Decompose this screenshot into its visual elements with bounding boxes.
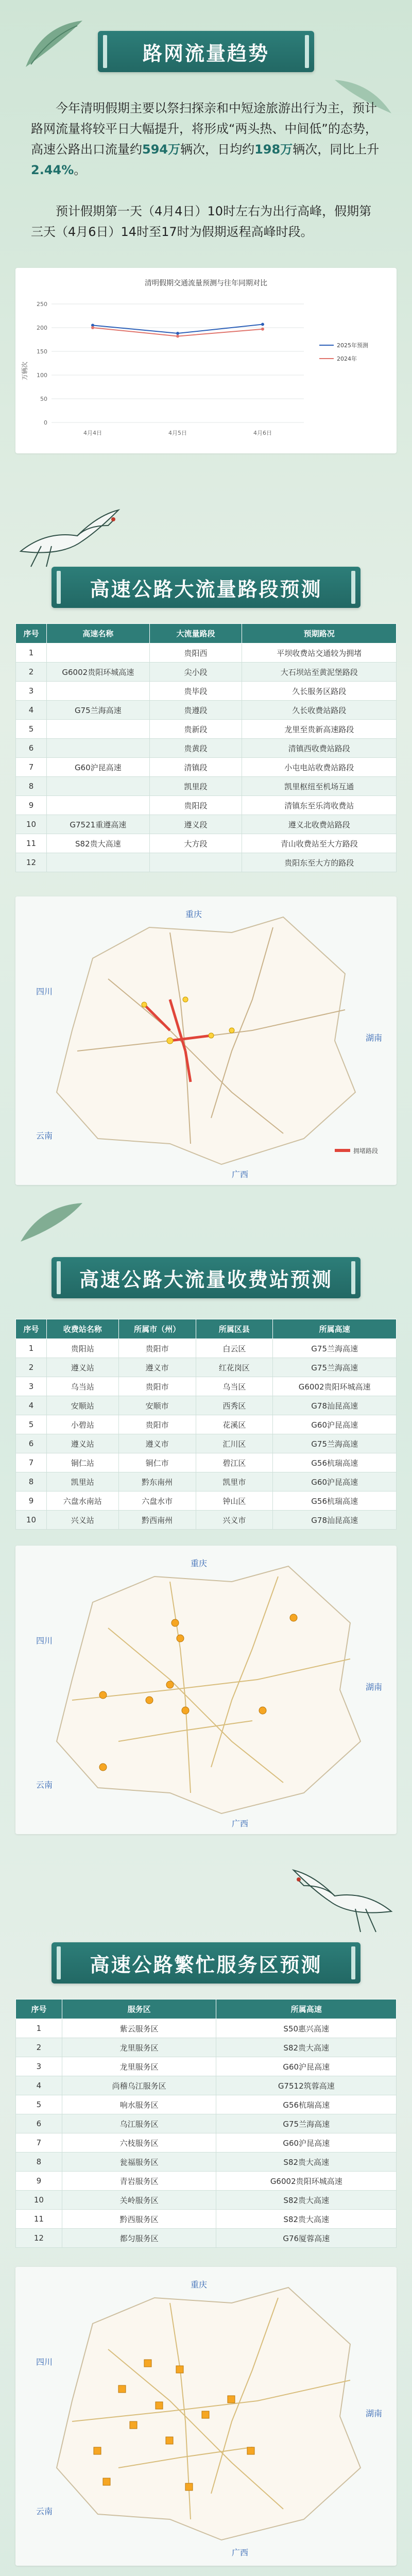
map-label-chongqing: 重庆	[191, 1558, 208, 1568]
table-cell	[46, 796, 149, 815]
table-cell: 贵阳市	[118, 1415, 196, 1434]
column-header: 所属市（州）	[118, 1319, 196, 1339]
table-cell: 8	[16, 2153, 62, 2172]
table-row	[16, 2172, 397, 2191]
table-cell: 紫云服务区	[62, 2019, 216, 2038]
table-cell: S82贵大高速	[216, 2038, 397, 2057]
table-cell: 清镇段	[149, 758, 242, 777]
section-title-text: 高速公路大流量路段预测	[90, 577, 322, 601]
chart-point	[176, 332, 179, 335]
table-cell	[46, 643, 149, 663]
table-cell	[46, 777, 149, 796]
table-cell: S82贵大高速	[216, 2210, 397, 2229]
table-cell: 黔西南州	[118, 1511, 196, 1530]
table-cell: 关岭服务区	[62, 2191, 216, 2210]
table-cell: G75兰海高速	[46, 701, 149, 720]
table-row	[16, 2133, 397, 2153]
section-title-traffic-trend	[98, 31, 314, 72]
table-cell	[46, 853, 149, 872]
table-row	[16, 720, 397, 739]
table-cell: G60沪昆高速	[273, 1415, 397, 1434]
paragraph-text: 。	[74, 163, 87, 177]
table-row	[16, 834, 397, 853]
table-cell: G6002贵阳环城高速	[273, 1377, 397, 1396]
paragraph-text: 辆次，日均约	[180, 142, 255, 157]
table-cell: 4	[16, 2076, 62, 2095]
table-cell: 贵黄段	[149, 739, 242, 758]
chart-x-tick-label: 4月6日	[253, 430, 272, 436]
table-row	[16, 2229, 397, 2248]
highlight-daily-flow: 198万	[254, 142, 293, 157]
table-cell: 响水服务区	[62, 2095, 216, 2114]
chart-x-tick-label: 4月5日	[168, 430, 187, 436]
table-cell: 5	[16, 1415, 47, 1434]
table-cell: 8	[16, 1472, 47, 1492]
table-cell: G6002贵阳环城高速	[46, 663, 149, 682]
table-cell: 龙里服务区	[62, 2038, 216, 2057]
table-cell: 安顺站	[46, 1396, 118, 1415]
chart-title: 清明假期交通流量预测与往年同期对比	[145, 279, 267, 287]
chart-y-tick-label: 100	[37, 372, 47, 379]
table-cell: 乌当区	[196, 1377, 273, 1396]
table-cell: 遵义市	[118, 1358, 196, 1377]
table-cell: 7	[16, 1453, 47, 1472]
table-cell: 7	[16, 758, 47, 777]
table-row	[16, 2076, 397, 2095]
table-cell: 小碧站	[46, 1415, 118, 1434]
table-cell: 平坝收费站交通较为拥堵	[242, 643, 397, 663]
table-cell: 贵毕段	[149, 682, 242, 701]
table-cell: S50惠兴高速	[216, 2019, 397, 2038]
table-cell: 铜仁站	[46, 1453, 118, 1472]
table-row	[16, 1358, 397, 1377]
table-cell: 兴义站	[46, 1511, 118, 1530]
table-cell: 遵义北收费站路段	[242, 815, 397, 834]
table-cell: G56杭瑞高速	[216, 2095, 397, 2114]
table-cell: 7	[16, 2133, 62, 2153]
column-header: 高速名称	[46, 624, 149, 643]
leaf-decoration-icon	[21, 15, 88, 72]
table-cell: 12	[16, 2229, 62, 2248]
table-cell: 4	[16, 1396, 47, 1415]
table-row	[16, 796, 397, 815]
map-label-guangxi: 广西	[232, 1819, 249, 1828]
column-header: 所属高速	[273, 1319, 397, 1339]
chart-y-tick-label: 250	[37, 301, 47, 308]
table-cell: 5	[16, 720, 47, 739]
map-label-sichuan: 四川	[36, 1636, 53, 1646]
leaf-decoration-icon	[15, 1200, 88, 1247]
table-cell: 贵阳东至大方的路段	[242, 853, 397, 872]
section-title-busy-toll-stations	[52, 1257, 360, 1298]
chart-legend-label: 2025年预测	[337, 342, 368, 349]
table-cell: 贵阳市	[118, 1377, 196, 1396]
table-cell: 贵阳段	[149, 796, 242, 815]
table-cell: 久长服务区路段	[242, 682, 397, 701]
column-header: 序号	[16, 1319, 47, 1339]
table-cell: 大石坝站至黄泥堡路段	[242, 663, 397, 682]
map-toll-stations	[15, 1546, 397, 1834]
guizhou-map	[15, 1546, 397, 1834]
table-row	[16, 2210, 397, 2229]
table-cell: 贵阳站	[46, 1339, 118, 1358]
trend-paragraph	[31, 98, 381, 180]
table-cell: 都匀服务区	[62, 2229, 216, 2248]
table-row	[16, 1339, 397, 1358]
table-cell: G6002贵阳环城高速	[216, 2172, 397, 2191]
table-cell: G78汕昆高速	[273, 1511, 397, 1530]
table-cell: 2	[16, 1358, 47, 1377]
table-cell: 龙里至贵新高速路段	[242, 720, 397, 739]
table-cell: 3	[16, 1377, 47, 1396]
table-cell: 6	[16, 1434, 47, 1453]
table-cell: G60沪昆高速	[46, 758, 149, 777]
table-header-row	[16, 1319, 397, 1339]
heavy-traffic-segments-table	[15, 623, 397, 872]
table-cell: 贵阳市	[118, 1339, 196, 1358]
table-cell: 1	[16, 1339, 47, 1358]
table-cell: 凯里段	[149, 777, 242, 796]
table-cell: 尖小段	[149, 663, 242, 682]
map-heavy-traffic	[15, 896, 397, 1185]
table-row	[16, 1396, 397, 1415]
table-row	[16, 663, 397, 682]
column-header: 所属区县	[196, 1319, 273, 1339]
table-cell: G78汕昆高速	[273, 1396, 397, 1415]
chart-point	[176, 335, 179, 338]
table-cell: 1	[16, 2019, 62, 2038]
table-cell	[46, 739, 149, 758]
map-label-hunan: 湖南	[366, 1033, 383, 1043]
table-cell: 清镇东至乐湾收费站	[242, 796, 397, 815]
table-cell: 遵义市	[118, 1434, 196, 1453]
line-chart	[15, 268, 397, 453]
section-title-text: 高速公路大流量收费站预测	[79, 1267, 333, 1291]
table-cell: 西秀区	[196, 1396, 273, 1415]
crane-decoration-icon	[10, 495, 124, 572]
chart-panel	[15, 268, 397, 453]
table-cell: 六盘水南站	[46, 1492, 118, 1511]
chart-y-tick-label: 50	[40, 396, 47, 402]
table-cell: 碧江区	[196, 1453, 273, 1472]
table-row	[16, 1415, 397, 1434]
table-cell	[149, 853, 242, 872]
highlight-growth: 2.44%	[31, 163, 74, 177]
column-header: 收费站名称	[46, 1319, 118, 1339]
table-cell: 铜仁市	[118, 1453, 196, 1472]
table-cell: 遵义段	[149, 815, 242, 834]
table-row	[16, 701, 397, 720]
table-cell: G56杭瑞高速	[273, 1492, 397, 1511]
table-cell: 贵阳西	[149, 643, 242, 663]
table-cell: 10	[16, 2191, 62, 2210]
table-cell: G75兰海高速	[216, 2114, 397, 2133]
section-title-heavy-traffic-segments	[52, 567, 360, 608]
map-label-yunnan: 云南	[36, 2506, 53, 2516]
table-cell: S82贵大高速	[46, 834, 149, 853]
table-cell: 久长收费站路段	[242, 701, 397, 720]
map-label-guangxi: 广西	[232, 1170, 249, 1179]
table-row	[16, 1472, 397, 1492]
map-label-yunnan: 云南	[36, 1131, 53, 1141]
map-label-guangxi: 广西	[232, 2548, 249, 2557]
table-row	[16, 2191, 397, 2210]
table-cell: 钟山区	[196, 1492, 273, 1511]
busy-toll-stations-table	[15, 1319, 397, 1530]
table-cell: 10	[16, 1511, 47, 1530]
table-cell: G75兰海高速	[273, 1339, 397, 1358]
map-label-chongqing: 重庆	[185, 909, 202, 919]
table-cell: 青岩服务区	[62, 2172, 216, 2191]
table-cell: 11	[16, 834, 47, 853]
chart-x-tick-label: 4月4日	[83, 430, 102, 436]
table-cell: 6	[16, 2114, 62, 2133]
map-label-hunan: 湖南	[366, 2409, 383, 2418]
table-row	[16, 643, 397, 663]
table-cell: 9	[16, 2172, 62, 2191]
column-header: 所属高速	[216, 1999, 397, 2019]
table-row	[16, 758, 397, 777]
chart-point	[261, 328, 264, 331]
table-cell: 瓮福服务区	[62, 2153, 216, 2172]
table-cell: S82贵大高速	[216, 2153, 397, 2172]
table-cell: 黔东南州	[118, 1472, 196, 1492]
table-cell: 贵遵段	[149, 701, 242, 720]
table-cell: 6	[16, 739, 47, 758]
chart-point	[91, 326, 94, 329]
map-label-chongqing: 重庆	[191, 2280, 208, 2290]
paragraph-text: 今年清明假期主要以祭扫探亲和中短途旅游出行为主，预计路网流量将较平日大幅提升，将形成“两头热、中间低”的态势，高速公路出口流量约	[31, 101, 377, 157]
table-cell: 9	[16, 796, 47, 815]
table-cell: 5	[16, 2095, 62, 2114]
table-cell: 1	[16, 643, 47, 663]
table-row	[16, 2153, 397, 2172]
paragraph-text: 辆次，同比上升	[293, 142, 380, 157]
column-header: 序号	[16, 1999, 62, 2019]
column-header: 服务区	[62, 1999, 216, 2019]
crane-decoration-icon	[288, 1850, 402, 1937]
chart-y-tick-label: 200	[37, 325, 47, 331]
table-row	[16, 1453, 397, 1472]
table-cell: 红花岗区	[196, 1358, 273, 1377]
table-cell: G76厦蓉高速	[216, 2229, 397, 2248]
table-cell	[46, 720, 149, 739]
legend-swatch	[335, 1149, 350, 1152]
table-row	[16, 2038, 397, 2057]
map-label-sichuan: 四川	[36, 987, 53, 996]
column-header: 大流量路段	[149, 624, 242, 643]
table-header-row	[16, 624, 397, 643]
table-cell: 4	[16, 701, 47, 720]
column-header: 序号	[16, 624, 47, 643]
chart-y-tick-label: 0	[44, 419, 47, 426]
table-row	[16, 1511, 397, 1530]
table-row	[16, 682, 397, 701]
table-cell: 黔西服务区	[62, 2210, 216, 2229]
table-cell: G60沪昆高速	[216, 2133, 397, 2153]
table-cell: 六盘水市	[118, 1492, 196, 1511]
table-cell: 遵义站	[46, 1434, 118, 1453]
table-cell: 兴义市	[196, 1511, 273, 1530]
table-cell: 龙里服务区	[62, 2057, 216, 2076]
table-cell: 8	[16, 777, 47, 796]
table-cell: 凯里市	[196, 1472, 273, 1492]
table-cell: 3	[16, 682, 47, 701]
section-title-busy-service-areas	[52, 1942, 360, 1984]
table-cell	[46, 682, 149, 701]
table-cell: 贵新段	[149, 720, 242, 739]
table-cell: 白云区	[196, 1339, 273, 1358]
table-row	[16, 853, 397, 872]
table-cell: 乌当站	[46, 1377, 118, 1396]
table-row	[16, 1377, 397, 1396]
chart-legend-label: 2024年	[337, 355, 357, 362]
table-cell: 六枝服务区	[62, 2133, 216, 2153]
guizhou-map	[15, 896, 397, 1185]
section-title-text: 路网流量趋势	[142, 41, 269, 65]
table-cell: 乌江服务区	[62, 2114, 216, 2133]
map-legend-label: 拥堵路段	[353, 1147, 379, 1155]
map-label-yunnan: 云南	[36, 1780, 53, 1790]
table-row	[16, 1434, 397, 1453]
highlight-total-flow: 594万	[142, 142, 181, 157]
column-header: 预期路况	[242, 624, 397, 643]
table-cell: G7512筑蓉高速	[216, 2076, 397, 2095]
table-cell: 花溪区	[196, 1415, 273, 1434]
table-cell: 尚稽乌江服务区	[62, 2076, 216, 2095]
table-cell: G60沪昆高速	[273, 1472, 397, 1492]
section-title-text: 高速公路繁忙服务区预测	[90, 1953, 322, 1976]
table-row	[16, 2114, 397, 2133]
table-cell: 汇川区	[196, 1434, 273, 1453]
table-row	[16, 1492, 397, 1511]
table-cell: 青山收费站至大方路段	[242, 834, 397, 853]
chart-point	[261, 323, 264, 326]
table-cell: S82贵大高速	[216, 2191, 397, 2210]
table-row	[16, 2095, 397, 2114]
table-cell: 11	[16, 2210, 62, 2229]
busy-service-areas-table	[15, 1999, 397, 2248]
table-cell: 遵义站	[46, 1358, 118, 1377]
table-row	[16, 2057, 397, 2076]
table-row	[16, 777, 397, 796]
map-label-sichuan: 四川	[36, 2357, 53, 2367]
table-cell: 安顺市	[118, 1396, 196, 1415]
table-row	[16, 2019, 397, 2038]
table-cell: 3	[16, 2057, 62, 2076]
table-cell: 清镇西收费站路段	[242, 739, 397, 758]
table-cell: 凯里站	[46, 1472, 118, 1492]
table-cell: 12	[16, 853, 47, 872]
map-label-hunan: 湖南	[366, 1682, 383, 1692]
chart-y-axis-label: 万辆次	[21, 361, 28, 381]
table-cell: 大方段	[149, 834, 242, 853]
chart-y-tick-label: 150	[37, 348, 47, 355]
table-cell: 2	[16, 663, 47, 682]
table-cell: G60沪昆高速	[216, 2057, 397, 2076]
table-cell: 10	[16, 815, 47, 834]
table-cell: G56杭瑞高速	[273, 1453, 397, 1472]
table-cell: G7521重遵高速	[46, 815, 149, 834]
table-cell: 2	[16, 2038, 62, 2057]
table-row	[16, 815, 397, 834]
table-header-row	[16, 1999, 397, 2019]
guizhou-map	[15, 2267, 397, 2566]
table-cell: G75兰海高速	[273, 1434, 397, 1453]
peak-time-paragraph: 预计假期第一天（4月4日）10时左右为出行高峰，假期第三天（4月6日）14时至17时为假期返程高峰时段。	[31, 204, 372, 239]
table-cell: 凯里枢纽至机场互通	[242, 777, 397, 796]
map-service-areas	[15, 2267, 397, 2566]
table-cell: G75兰海高速	[273, 1358, 397, 1377]
table-row	[16, 739, 397, 758]
table-cell: 9	[16, 1492, 47, 1511]
table-cell: 小屯电站收费站路段	[242, 758, 397, 777]
